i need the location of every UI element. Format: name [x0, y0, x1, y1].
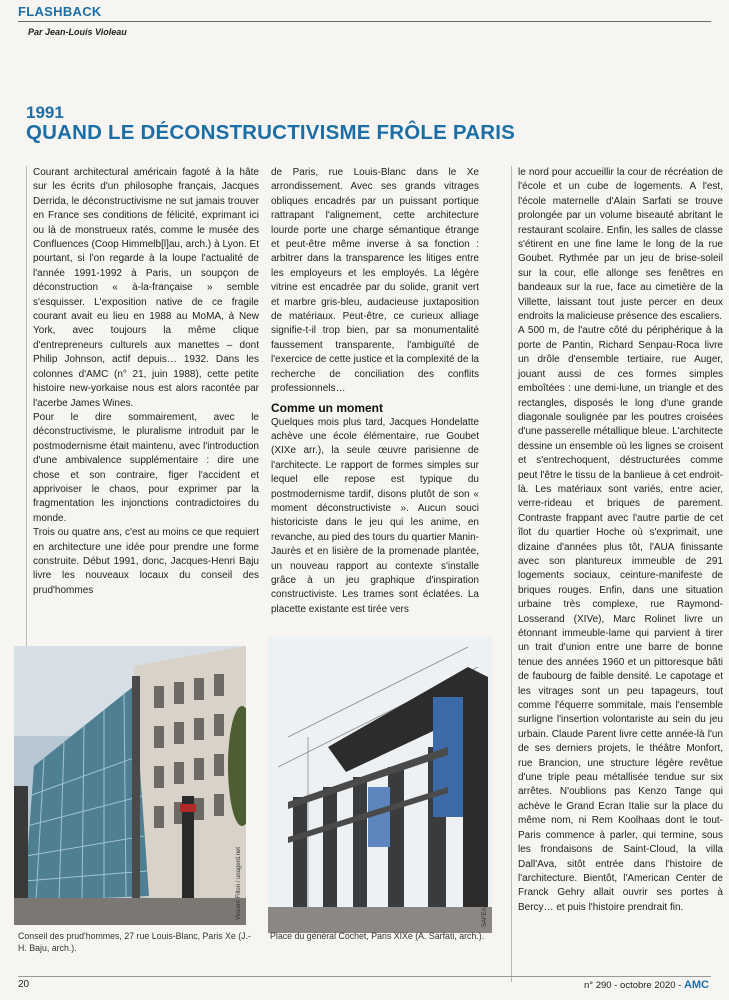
subheading: Comme un moment — [271, 400, 384, 415]
photo-credit: Vincent Fillon / unagerd.net — [236, 847, 242, 920]
magazine-brand: AMC — [683, 979, 709, 991]
paragraph: A 500 m, de l'autre côté du périphérique à la porte de Pantin, Richard Senpau-Roca livre un drôle d'ensemble tertiaire, rue Auger, jouant aussi de ces formes simples emboîtées : une demi-lune, un triangle et des rectangles, disposés le long d'une grande diagonale soulignée par les poutres croisées d'une passerelle métallique bleue. L'architecte dessine un ensemble où les lignes se croisent et s'entrechoquent, déstructurées comme peut l'être le tissu de la banlieue à cet endroit-là. Les matériaux sont variés, entre acier, verre-rideau et briques de parement. Contraste frappant avec l'autre partie de cet îlot du quartier Hoche où s'exprimait, une dizaine d'années plus tôt, l'AUA finissante avec son plantureux immeuble de 291 logements sociaux, ceinture-manifeste de briques rouges. Enfin, dans une situation urbaine très complexe, rue Raymond-Losserand (XIVe), Marc Rolinet livre un étonnant immeuble-lame qui parvient à tirer un trait d'union entre une barre de bonne tenue des années 1960 et un pittoresque bâti de faubourg de faible densité. Le capotage et les vitrages sont un peu tapageurs, tout comme l'équerre sommitale, mais l'ensemble surligne l'insertion volontariste au sein du jeu urbain. Claude Parent livre cette année-là l'un de ses derniers projets, le théâtre Monfort, rue Brancion, une structure légère revêtue d'une triple peau métallisée tendue sur six arrêtes. N'oublions pas Kenzo Tange qui achève le Grand Ecran Italie sur la place du même nom, ni Rem Koolhaas dont le tout-Paris commence à parler, qui termine, sous les frondaisons de Saint-Cloud, la villa Dall'Ava, sitôt entrée dans l'histoire de l'architecture. Bientôt, l'American Center de Franck Gehry allait ouvrir ses portes à Bercy… et puis l'histoire prendrait fin. — [518, 325, 723, 913]
photo-prudhommes-illustration — [14, 646, 246, 925]
paragraph: Courant architectural américain fagoté à la hâte sur les écrits d'un philosophe français, Jacques Derrida, le déconstructivisme ne sut jamais trouver en France ses conditions de félicité, exprimant ici ou là de monstrueux ratés, comme le musée des Confluences (Coop Himmelb[l]au, arch.) à Lyon. Et pourtant, si l'on regarde à la loupe l'actualité de l'année 1991-1992 à Paris, un soupçon de déconstruction « à-la-française » semble s'esquisser. L'exposition native de ce fragile courant avait eu lieu en 1988 au MoMA, à New York, avec toujours la même clique d'entrepreneurs culturels aux manettes – dont Philip Johnson, actif depuis… 1932. Dans les colonnes d'AMC (n° 21, juin 1988), cette petite histoire new-yorkaise nous est alors racontée par l'acerbe James Wines. — [33, 167, 259, 409]
section-label: FLASHBACK — [18, 4, 102, 19]
issue-info — [584, 979, 709, 991]
paragraph: le nord pour accueillir la cour de récréation de l'école et un cube de logements. A l'est, l'école maternelle d'Alain Sarfati se trouve prolongée par un volume biseauté abritant le restaurant scolaire. Enfin, les salles de classe s'étirent en une fine lame le long de la rue Goubet. Rythmée par un jeu de brise-soleil sur la cour, elle allonge ses fenêtres en bandeaux sur la rue, face au cimetière de la Villette, laissant tout juste percer en deux endroits la malicieuse présence des escaliers. — [518, 167, 723, 323]
photo-cochet — [268, 637, 492, 933]
column-3 — [511, 166, 723, 982]
photo-caption: Place du général Cochet, Paris XIXe (A. Sarfati, arch.). — [270, 931, 485, 941]
page-number: 20 — [18, 979, 30, 990]
photo-caption: Conseil des prud'hommes, 27 rue Louis-Blanc, Paris Xe (J.-H. Baju, arch.). — [18, 931, 251, 953]
article-year: 1991 — [26, 103, 64, 122]
header-rule — [18, 21, 711, 22]
footer-rule — [18, 976, 711, 977]
article-title: QUAND LE DÉCONSTRUCTIVISME FRÔLE PARIS — [26, 121, 515, 144]
paragraph: Quelques mois plus tard, Jacques Hondelatte achève une école élémentaire, rue Goubet (XIXe arr.), la seule œuvre parisienne de l'architecte. Le rapport de formes simples sur lequel elle repose est typique du postmodernisme tardif, disons plutôt de son « moment déconstructiviste ». Aucun souci historiciste dans le jeu qui les anime, en revanche, au pied des tours du quartier Manin-Jaurès et en lisière de la promenade plantée, un nouveau rapport au contexte s'installe grâce à un jeu graphique d'inspiration constructiviste. Les trames sont éclatées. La placette existante est tirée vers — [271, 416, 479, 615]
paragraph: Trois ou quatre ans, c'est au moins ce que requiert en architecture une idée pour prendre une forme construite. Début 1991, donc, Jacques-Henri Baju livre les nouveaux locaux du conseil des prud'hommes — [33, 527, 259, 596]
paragraph: de Paris, rue Louis-Blanc dans le Xe arrondissement. Avec ses grands vitrages obliques encadrés par un puissant portique rattrapant l'alignement, cette architecture lourde porte une charge sémantique étrange et peut-être même inverse à sa fonction : arbitrer dans la transparence les litiges entre les employeurs et les employés. La légère vitrine est encadrée par du solide, granit vert et marbre gris-bleu, audacieuse juxtaposition de matériaux. Peut-être, ce curieux alliage signifie-t-il trop bien, par sa monumentalité faussement transparente, l'ambiguïté de l'exercice de cette justice et la complexité de la recherche de conciliation des conflits professionnels… — [271, 167, 479, 395]
paragraph: Pour le dire sommairement, avec le déconstructivisme, le pluralisme introduit par le postmodernisme était maintenu, avec l'introduction d'une ambivalence supplémentaire : dire une chose et son contraire, figer l'accident et apprivoiser le chaos, pour exprimer par la fragmentation les injonctions contradictoires du monde. — [33, 411, 259, 524]
photo-cochet-illustration — [268, 637, 492, 933]
byline: Par Jean-Louis Violeau — [28, 27, 127, 37]
column-1 — [26, 166, 259, 646]
issue-label: n° 290 - octobre 2020 - — [584, 980, 682, 991]
photo-credit: SAFEA — [482, 907, 488, 927]
column-2 — [271, 166, 479, 636]
photo-prudhommes — [14, 646, 246, 925]
